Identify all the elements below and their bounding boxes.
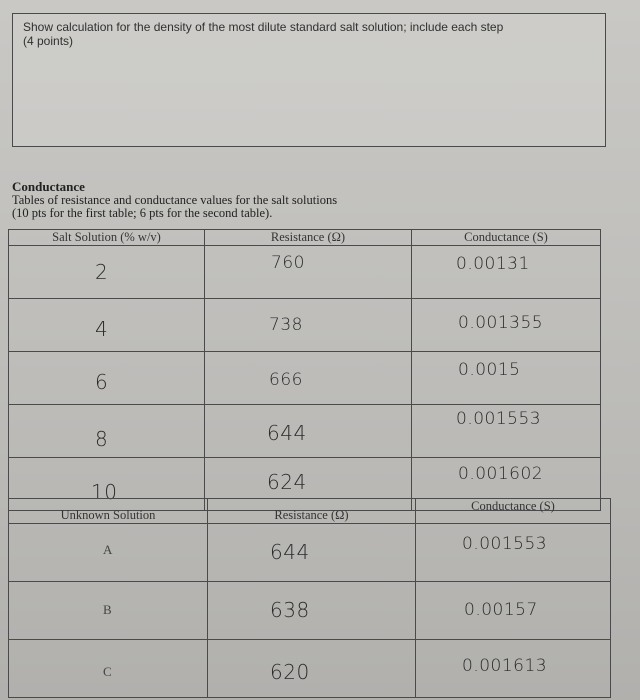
solution-value: 6 — [95, 370, 109, 394]
table-row — [9, 524, 611, 582]
resistance-value: 644 — [267, 421, 307, 445]
unknown-label-cell — [9, 524, 208, 582]
resistance-cell[interactable] — [208, 640, 416, 698]
table-header-row — [9, 230, 601, 246]
table-row — [9, 405, 601, 458]
resistance-value: 738 — [269, 315, 303, 335]
prompt-line-1: Show calculation for the density of the most dilute standard salt solution; include each step — [23, 20, 504, 34]
prompt-line-2: (4 points) — [23, 34, 74, 48]
conductance-value: 0.001355 — [458, 313, 544, 333]
conductance-cell[interactable] — [416, 524, 611, 582]
solution-value: 4 — [95, 317, 109, 341]
conductance-value: 0.0015 — [458, 360, 521, 380]
column-header-solution: Salt Solution (% w/v) — [9, 230, 205, 246]
conductance-cell[interactable] — [416, 640, 611, 698]
answer-box[interactable] — [12, 13, 606, 147]
resistance-cell[interactable] — [205, 352, 412, 405]
conductance-cell[interactable] — [416, 582, 611, 640]
conductance-value: 0.00157 — [464, 600, 538, 620]
resistance-value: 620 — [270, 660, 310, 684]
unknowns-table — [8, 498, 611, 698]
resistance-value: 624 — [267, 470, 307, 494]
table-row — [9, 640, 611, 698]
resistance-cell[interactable] — [205, 246, 412, 299]
table-row — [9, 352, 601, 405]
column-header-conductance: Conductance (S) — [416, 499, 611, 524]
resistance-cell[interactable] — [208, 524, 416, 582]
standards-table — [8, 229, 601, 511]
solution-cell[interactable] — [9, 246, 205, 299]
resistance-value: 760 — [271, 253, 305, 273]
conductance-value: 0.001553 — [456, 409, 542, 429]
conductance-value: 0.001613 — [462, 656, 548, 676]
resistance-value: 666 — [269, 370, 303, 390]
conductance-value: 0.001602 — [458, 464, 544, 484]
unknown-label: A — [103, 542, 113, 557]
unknown-label-cell — [9, 640, 208, 698]
resistance-cell[interactable] — [208, 582, 416, 640]
conductance-value: 0.001553 — [462, 534, 548, 554]
unknown-label: B — [103, 602, 112, 617]
conductance-cell[interactable] — [412, 246, 601, 299]
conductance-section — [12, 180, 612, 220]
resistance-value: 644 — [270, 540, 310, 564]
column-header-resistance: Resistance (Ω) — [208, 499, 416, 524]
unknown-label-cell — [9, 582, 208, 640]
conductance-value: 0.00131 — [456, 254, 530, 274]
section-subtitle: Tables of resistance and conductance values for the salt solutions — [12, 193, 338, 207]
table-row — [9, 299, 601, 352]
solution-value: 8 — [95, 427, 109, 451]
solution-value: 2 — [95, 260, 109, 284]
solution-cell[interactable] — [9, 299, 205, 352]
conductance-cell[interactable] — [412, 352, 601, 405]
section-title: Conductance — [12, 179, 85, 194]
table-row — [9, 246, 601, 299]
table-header-row — [9, 499, 611, 524]
solution-value: 10 — [91, 480, 118, 504]
resistance-value: 638 — [270, 598, 310, 622]
column-header-unknown-solution: Unknown Solution — [9, 499, 208, 524]
conductance-cell[interactable] — [412, 299, 601, 352]
column-header-conductance: Conductance (S) — [412, 230, 601, 246]
conductance-cell[interactable] — [412, 405, 601, 458]
unknown-label: C — [103, 664, 112, 679]
solution-cell[interactable] — [9, 352, 205, 405]
resistance-cell[interactable] — [205, 405, 412, 458]
solution-cell[interactable] — [9, 405, 205, 458]
resistance-cell[interactable] — [205, 299, 412, 352]
column-header-resistance: Resistance (Ω) — [205, 230, 412, 246]
section-points: (10 pts for the first table; 6 pts for the second table). — [12, 206, 273, 220]
table-row — [9, 582, 611, 640]
